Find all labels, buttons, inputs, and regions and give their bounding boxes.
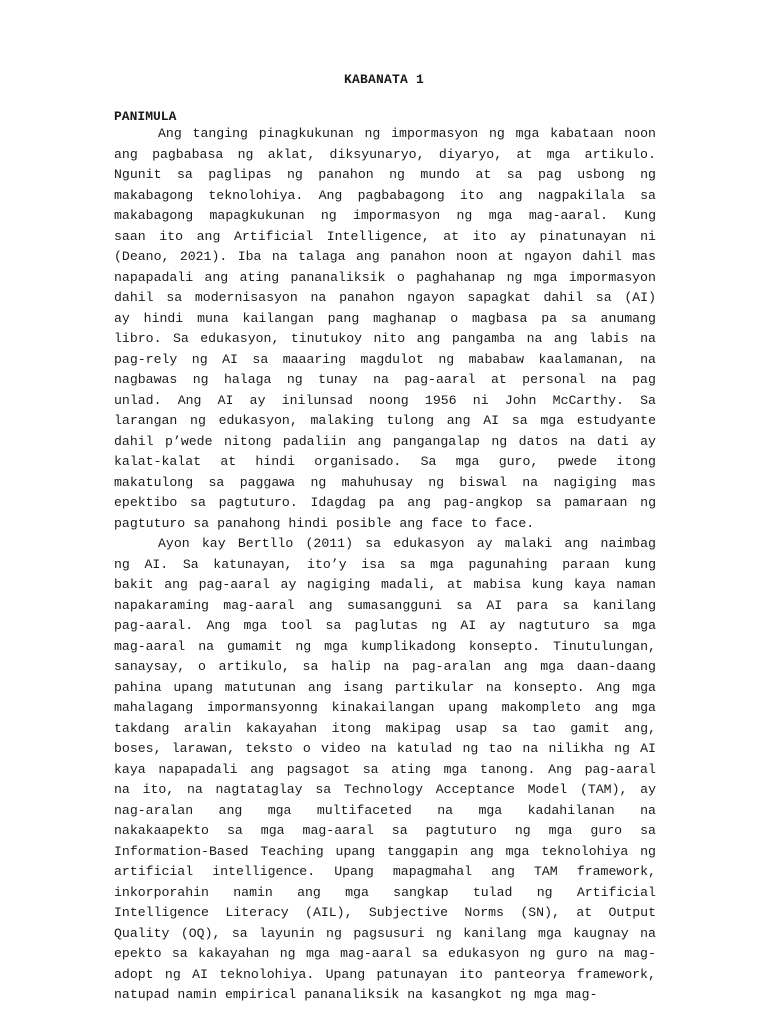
paragraph-line: makabagong teknolohiya. Ang pagbabagong ito ang nagpakilala sa [114,187,656,203]
paragraph-line: ng AI. Sa katunayan, ito’y isa sa mga pagunahing paraan kung [114,556,656,572]
paragraph-line: Information-Based Teaching upang tanggapin ang mga teknolohiya ng [114,843,656,859]
paragraph-line: na ito, na nagtataglay sa Technology Acceptance Model (TAM), ay [114,782,656,797]
paragraph-line: unlad. Ang AI ay inilunsad noong 1956 ni John McCarthy. Sa [114,392,656,408]
section-heading: PANIMULA [114,109,177,124]
paragraph-line: napapadali ang ating pananaliksik o paghahanap ng mga impormasyon [114,269,656,285]
paragraph-line: libro. Sa edukasyon, tinutukoy nito ang pangamba na ang labis na [114,331,656,346]
paragraph-line: natupad namin empirical pananaliksik na kasangkot ng mga mag- [114,987,598,1002]
paragraph-line: pahina upang matutunan ang isang partikular na konsepto. Ang mga [114,679,656,695]
paragraph-line: makatulong sa paggawa ng mahuhusay ng biswal na nagiging mas [114,474,656,490]
paragraph-line: mag-aaral na gumamit ng mga kumplikadong konsepto. Tinutulungan, [114,638,656,654]
paragraph-line: mahalagang impormansyonng kinakailangan upang makompleto ang mga [114,700,656,715]
paragraph-line: Quality (OQ), sa layunin ng pagsusuri ng kanilang mga kaugnay na [114,925,656,941]
paragraph-line: takdang aralin kakayahan itong makipag usap sa tao gamit ang, [114,720,656,736]
paragraph-line: saan ito ang Artificial Intelligence, at ito ay pinatunayan ni [114,228,656,244]
paragraph-line: ang pagbabasa ng aklat, diksyunaryo, diyaryo, at mga artikulo. [114,146,656,162]
paragraph-line: pagtuturo sa panahong hindi posible ang face to face. [114,515,535,531]
paragraph-line: pag-aaral. Ang mga tool sa paglutas ng AI ay nagtuturo sa mga [114,618,656,633]
paragraph-line: adopt ng AI teknolohiya. Upang patunayan ito panteorya framework, [114,966,656,982]
paragraph-line: sanaysay, o artikulo, sa halip na pag-aralan ang mga daan-daang [114,659,656,674]
paragraph-line: makabagong mapagkukunan ng impormasyon ng mga mag-aaral. Kung [114,208,656,223]
paragraph-line: kalat-kalat at hindi organisado. Sa mga guro, pwede itong [114,454,656,469]
paragraph-line: nagbawas ng halaga ng tunay na pag-aaral at personal na pag [114,372,656,387]
paragraph-line: Ngunit sa paglipas ng panahon ng mundo at sa pag usbong ng [114,167,656,182]
paragraph-line: pag-rely ng AI sa maaaring magdulot ng mababaw kaalamanan, na [114,351,656,367]
paragraph-line: kaya napapadali ang pagsagot sa ating mga tanong. Ang pag-aaral [114,761,656,777]
paragraph-line: epekto sa kakayahan ng mga mag-aaral sa edukasyon ng guro na mag- [114,946,656,961]
paragraph-line: epektibo sa pagtuturo. Idagdag pa ang pag-angkop sa pamaraan ng [114,495,656,510]
chapter-title: KABANATA 1 [343,72,424,87]
document-body [114,124,656,1006]
paragraph-line: ay hindi muna kailangan pang maghanap o magbasa pa sa anumang [114,310,656,326]
paragraph-line: boses, larawan, teksto o video na katulad ng tao na nilikha ng AI [114,741,656,756]
paragraph-line: bakit ang pag-aaral ay nagiging madali, at mabisa kung kaya naman [114,577,656,592]
paragraph-line: dahil sa modernisasyon na panahon ngayon sapagkat dahil sa (AI) [114,290,656,305]
paragraph-line: Ang tanging pinagkukunan ng impormasyon ng mga kabataan noon [158,126,656,141]
paragraph-line: artificial intelligence. Upang mapagmahal ang TAM framework, [114,864,656,879]
paragraph-line: (Deano, 2021). Iba na talaga ang panahon noon at ngayon dahil mas [114,249,656,264]
paragraph-line: napakaraming mag-aaral ang sumasangguni sa AI para sa kanilang [114,597,656,613]
paragraph-line: nakakaapekto sa mga mag-aaral sa pagtuturo ng mga guro sa [114,823,656,838]
paragraph-line: Ayon kay Bertllo (2011) sa edukasyon ay malaki ang naimbag [158,536,656,551]
paragraph-line: Intelligence Literacy (AIL), Subjective Norms (SN), at Output [114,905,656,920]
paragraph-line: nag-aralan ang mga multifaceted na mga kadahilanan na [114,802,656,818]
paragraph-line: inkorporahin namin ang mga sangkap tulad ng Artificial [114,884,656,900]
paragraph-line: dahil p’wede nitong padaliin ang pangangalap ng datos na dati ay [114,433,656,449]
paragraph-line: larangan ng edukasyon, malaking tulong ang AI sa mga estudyante [114,413,656,428]
